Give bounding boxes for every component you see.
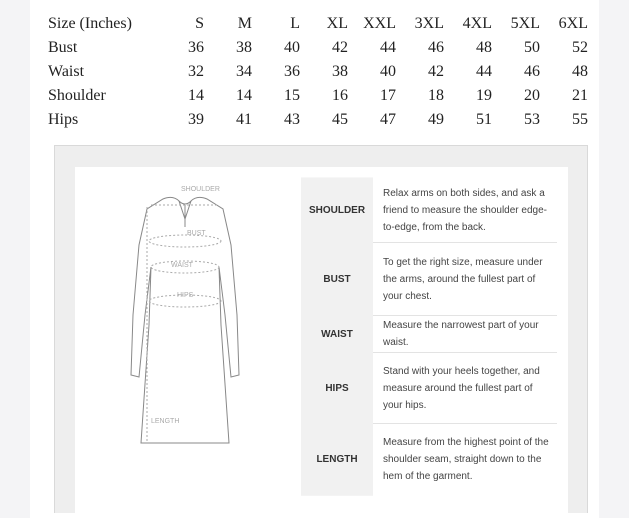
- table-cell: 50: [524, 39, 540, 56]
- table-cell: 19: [476, 87, 492, 104]
- table-row: [48, 108, 588, 132]
- table-row: [48, 84, 588, 108]
- table-cell: 55: [572, 111, 588, 128]
- table-cell: 46: [428, 39, 444, 56]
- table-cell: 41: [236, 111, 252, 128]
- table-cell: 42: [332, 39, 348, 56]
- figure-label-bust: BUST: [187, 230, 206, 237]
- table-row: [48, 36, 588, 60]
- guide-label: LENGTH: [301, 422, 373, 496]
- figure-label-shoulder: SHOULDER: [181, 186, 220, 193]
- header-cell: 6XL: [558, 15, 588, 32]
- row-label: Shoulder: [48, 87, 106, 104]
- header-cell: L: [290, 15, 300, 32]
- table-cell: 32: [188, 63, 204, 80]
- table-cell: 38: [236, 39, 252, 56]
- table-cell: 40: [380, 63, 396, 80]
- guide-row-waist: [301, 316, 557, 353]
- size-chart-table: [48, 12, 588, 132]
- table-cell: 36: [188, 39, 204, 56]
- table-cell: 16: [332, 87, 348, 104]
- measurement-guide-card: [75, 167, 568, 514]
- table-cell: 39: [188, 111, 204, 128]
- table-cell: 51: [476, 111, 492, 128]
- figure-label-waist: WAIST: [171, 262, 193, 269]
- measurement-guide-list: [301, 179, 557, 494]
- guide-row-shoulder: [301, 179, 557, 243]
- table-cell: 40: [284, 39, 300, 56]
- table-cell: 20: [524, 87, 540, 104]
- guide-row-bust: [301, 243, 557, 316]
- header-cell: Size (Inches): [48, 15, 132, 32]
- dress-illustration: [115, 175, 255, 485]
- guide-text: Relax arms on both sides, and ask a friend to measure the shoulder edge-to-edge, from the back.: [383, 188, 547, 233]
- guide-text: Measure the narrowest part of your waist.: [383, 320, 539, 348]
- right-gutter: [599, 0, 629, 518]
- header-cell: 3XL: [414, 15, 444, 32]
- header-cell: XL: [326, 15, 348, 32]
- table-cell: 38: [332, 63, 348, 80]
- guide-label: SHOULDER: [301, 177, 373, 243]
- table-cell: 18: [428, 87, 444, 104]
- table-row: [48, 60, 588, 84]
- guide-text: Stand with your heels together, and measure around the fullest part of your hips.: [383, 365, 540, 411]
- header-cell: M: [237, 15, 252, 32]
- table-cell: 42: [428, 63, 444, 80]
- table-cell: 46: [524, 63, 540, 80]
- table-cell: 17: [380, 87, 396, 104]
- figure-label-length: LENGTH: [151, 418, 180, 425]
- row-label: Hips: [48, 111, 79, 128]
- table-cell: 45: [332, 111, 348, 128]
- figure-label-hips: HIPS: [177, 292, 194, 299]
- table-cell: 43: [284, 111, 300, 128]
- table-cell: 49: [428, 111, 444, 128]
- table-cell: 21: [572, 87, 588, 104]
- row-label: Waist: [48, 63, 85, 80]
- table-cell: 53: [524, 111, 540, 128]
- table-cell: 44: [380, 39, 396, 56]
- guide-label: WAIST: [301, 315, 373, 353]
- table-cell: 15: [284, 87, 300, 104]
- table-cell: 52: [572, 39, 588, 56]
- header-cell: XXL: [363, 15, 396, 32]
- guide-row-hips: [301, 353, 557, 424]
- table-cell: 34: [236, 63, 252, 80]
- dress-figure: [115, 175, 255, 485]
- header-cell: 5XL: [510, 15, 540, 32]
- left-gutter: [0, 0, 30, 518]
- table-cell: 48: [572, 63, 588, 80]
- header-cell: S: [195, 15, 204, 32]
- guide-text: Measure from the highest point of the shoulder seam, straight down to the hem of the garment.: [383, 436, 549, 482]
- table-cell: 36: [284, 63, 300, 80]
- table-cell: 14: [188, 87, 204, 104]
- measurement-guide-panel: [54, 145, 588, 513]
- table-cell: 47: [380, 111, 396, 128]
- table-cell: 14: [236, 87, 252, 104]
- size-header-row: [48, 12, 588, 36]
- row-label: Bust: [48, 39, 78, 56]
- header-cell: 4XL: [462, 15, 492, 32]
- guide-text: To get the right size, measure under the arms, around the fullest part of your chest.: [383, 256, 543, 302]
- table-cell: 44: [476, 63, 492, 80]
- guide-row-length: [301, 424, 557, 494]
- guide-label: BUST: [301, 241, 373, 317]
- table-cell: 48: [476, 39, 492, 56]
- guide-label: HIPS: [301, 351, 373, 425]
